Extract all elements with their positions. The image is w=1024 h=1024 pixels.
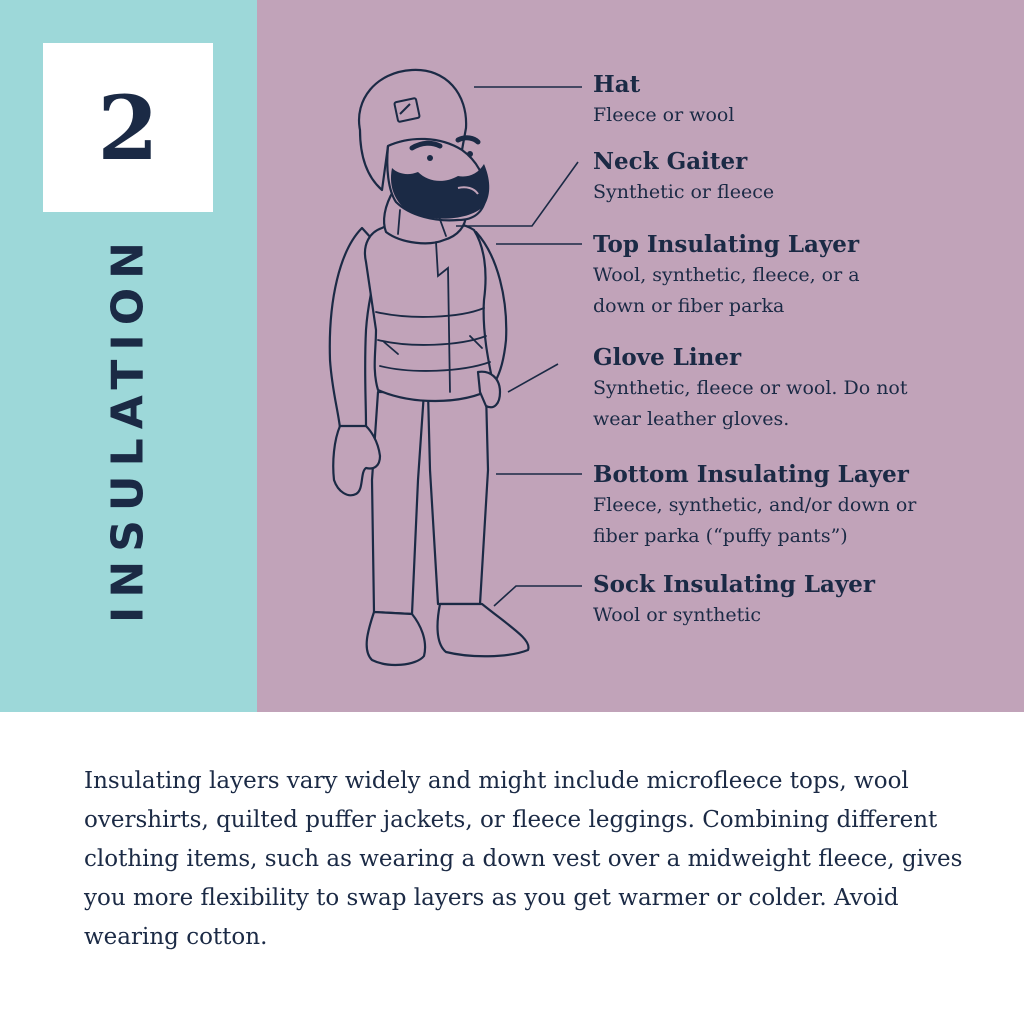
label-sock-insulating-layer [593, 570, 928, 631]
label-title: Glove Liner [593, 344, 742, 371]
left-sock [367, 612, 425, 665]
label-desc: Fleece, synthetic, and/or down or fiber parka (“puffy pants”) [593, 494, 917, 547]
label-desc: Wool or synthetic [593, 604, 761, 626]
label-title: Bottom Insulating Layer [593, 461, 909, 488]
label-desc: Wool, synthetic, fleece, or a down or fiber parka [593, 264, 860, 317]
label-desc: Synthetic or fleece [593, 181, 775, 203]
label-glove-liner [593, 343, 928, 435]
leader-glove-liner [508, 364, 558, 392]
body-paragraph: Insulating layers vary widely and might include microfleece tops, wool overshirts, quilted puffer jackets, or fleece leggings. Combining different clothing items, such as wearing a down vest over a midweight fleece, gives you more flexibility to swap layers as you get warmer or colder. Avoid wearing cotton. [84, 768, 963, 950]
left-panel [0, 0, 257, 712]
section-number-box [43, 43, 213, 212]
label-top-insulating-layer [593, 230, 883, 322]
right-leg [428, 392, 488, 604]
section-number: 2 [97, 75, 159, 180]
label-title: Sock Insulating Layer [593, 571, 876, 598]
left-leg [372, 392, 424, 614]
right-sock [438, 604, 529, 656]
label-title: Top Insulating Layer [593, 231, 860, 258]
section-title: INSULATION [102, 233, 154, 623]
label-neck-gaiter [593, 147, 928, 208]
label-title: Neck Gaiter [593, 148, 748, 175]
label-bottom-insulating-layer [593, 460, 928, 552]
label-hat [593, 70, 928, 131]
vest [365, 219, 494, 401]
leader-sock-layer [494, 586, 582, 606]
label-title: Hat [593, 71, 641, 98]
label-desc: Synthetic, fleece or wool. Do not wear leather gloves. [593, 377, 908, 430]
label-desc: Fleece or wool [593, 104, 735, 126]
